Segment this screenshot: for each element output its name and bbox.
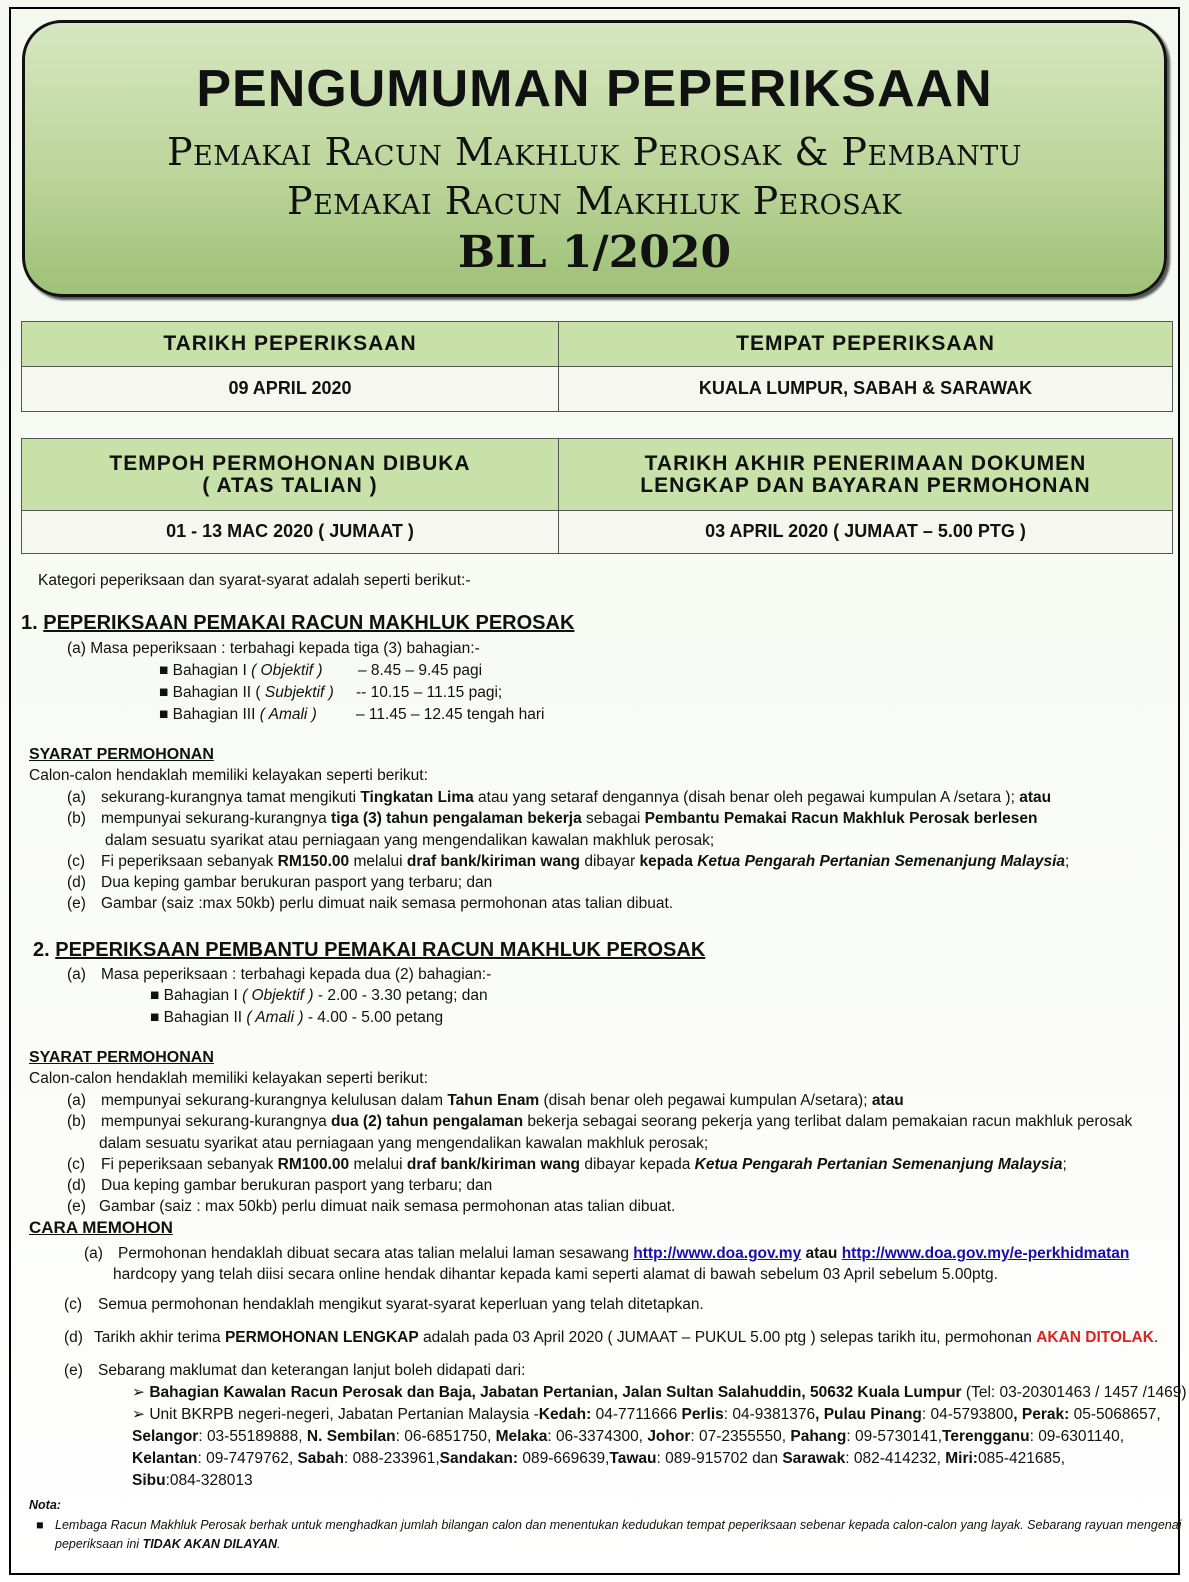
johor-label: Johor bbox=[647, 1428, 691, 1445]
s2-part-1-time: - 2.00 - 3.30 petang; dan bbox=[313, 987, 488, 1004]
perlis-phone: : 04-9381376 bbox=[723, 1406, 816, 1423]
s1-req-e-marker: (e) bbox=[67, 895, 86, 912]
s1-req-a-bold-2: atau bbox=[1019, 789, 1052, 806]
s1-part-1-label: ■ Bahagian I bbox=[159, 662, 252, 679]
apply-c-marker: (c) bbox=[64, 1296, 83, 1313]
e-perkhidmatan-link[interactable]: http://www.doa.gov.my/e-perkhidmatan bbox=[841, 1245, 1130, 1262]
note-no-appeal: TIDAK AKAN DILAYAN bbox=[142, 1537, 278, 1551]
s1-part-2-type: Subjektif ) bbox=[264, 684, 334, 701]
apply-d-text-2: adalah pada 03 April 2020 ( JUMAAT – PUKUL 5.00 ptg ) selepas tarikh itu, permohonan bbox=[418, 1329, 1037, 1346]
value-exam-venue: KUALA LUMPUR, SABAH & SARAWAK bbox=[559, 367, 1173, 412]
s2-req-b-text-2: bekerja sebagai seorang pekerja yang terlibat dalam pemakaian racun makhluk perosak bbox=[523, 1113, 1133, 1130]
how-to-apply-heading: CARA MEMOHON bbox=[29, 1218, 173, 1237]
s2-part-1-type: ( Objektif ) bbox=[242, 987, 314, 1004]
apply-a-line-2: hardcopy yang telah diisi secara online hendak dihantar kepada kami seperti alamat di bawah sebelum 03 April sebelum 5.00ptg. bbox=[113, 1266, 998, 1283]
apply-e-marker: (e) bbox=[64, 1362, 83, 1379]
s2-req-a-text-1: mempunyai sekurang-kurangnya kelulusan dalam bbox=[101, 1092, 448, 1109]
section-1-number: 1. bbox=[21, 612, 44, 634]
s1-req-a-bold-1: Tingkatan Lima bbox=[360, 789, 474, 806]
note-heading: Nota: bbox=[29, 1498, 61, 1512]
s2-req-e-marker: (e) bbox=[67, 1198, 86, 1215]
s1-req-b-bold-1: tiga (3) tahun pengalaman bekerja bbox=[331, 810, 582, 827]
s2-req-d-marker: (d) bbox=[67, 1177, 86, 1194]
s1-req-c-payee: Ketua Pengarah Pertanian Semenanjung Malaysia bbox=[692, 853, 1066, 870]
intro-text: Kategori peperiksaan dan syarat-syarat adalah seperti berikut:- bbox=[38, 572, 471, 589]
s1-req-a-text-2: atau yang setaraf dengannya (disah benar oleh pegawai kumpulan A /setara ); bbox=[473, 789, 1020, 806]
s2-part-2-time: - 4.00 - 5.00 petang bbox=[303, 1009, 444, 1026]
s1-part-3-label: ■ Bahagian III bbox=[159, 706, 260, 723]
announcement-banner bbox=[22, 20, 1167, 297]
s2-exam-time: Masa peperiksaan : terbahagi kepada dua (2) bahagian:- bbox=[101, 966, 492, 983]
s1-part-3-type: ( Amali ) bbox=[259, 706, 317, 723]
s2-req-c-text-2: melalui bbox=[349, 1156, 407, 1173]
s1-exam-time: (a) Masa peperiksaan : terbahagi kepada tiga (3) bahagian:- bbox=[67, 640, 480, 657]
s1-req-c-fee: RM150.00 bbox=[277, 853, 350, 870]
s2-req-c-method: draf bank/kiriman wang bbox=[406, 1156, 581, 1173]
apply-d-text-1: Tarikh akhir terima bbox=[94, 1329, 225, 1346]
contact-states-line-2 bbox=[132, 1426, 1124, 1448]
perak-label: , Perak: bbox=[1013, 1406, 1070, 1423]
note-line-1: Lembaga Racun Makhluk Perosak berhak untuk menghadkan jumlah bilangan calon dan menentukan kedudukan tempat peperiksaan sebenar kepada calon-calon yang layak. Sebarang rayuan mengenai bbox=[55, 1518, 1182, 1532]
perak-phone: 05-5068657, bbox=[1069, 1406, 1161, 1423]
note-line-2-end: . bbox=[277, 1537, 281, 1551]
s2-req-b-text-1: mempunyai sekurang-kurangnya bbox=[101, 1113, 332, 1130]
s1-part-1 bbox=[159, 660, 323, 682]
contact-hq-phone: (Tel: 03-20301463 / 1457 /1469) bbox=[961, 1384, 1187, 1401]
melaka-phone: : 06-3374300, bbox=[547, 1428, 648, 1445]
penang-label: , Pulau Pinang bbox=[815, 1406, 922, 1423]
s1-part-2-label: ■ Bahagian II ( bbox=[159, 684, 265, 701]
s1-req-c-text-2: melalui bbox=[349, 853, 407, 870]
s1-req-d-marker: (d) bbox=[67, 874, 86, 891]
s2-req-c-payee: Ketua Pengarah Pertanian Semenanjung Malaysia bbox=[694, 1156, 1063, 1173]
s2-req-c bbox=[101, 1154, 1067, 1176]
value-application-period: 01 - 13 MAC 2020 ( JUMAAT ) bbox=[22, 511, 559, 554]
sandakan-phone: 089-669639, bbox=[518, 1450, 610, 1467]
apply-d-period: . bbox=[1153, 1329, 1159, 1346]
s1-part-2 bbox=[159, 682, 334, 704]
note-line-2 bbox=[55, 1535, 281, 1553]
section-2-title: PEPERIKSAAN PEMBANTU PEMAKAI RACUN MAKHLUK PEROSAK bbox=[55, 939, 706, 961]
section-2-heading bbox=[33, 938, 705, 962]
negeri-sembilan-label: N. Sembilan bbox=[306, 1428, 396, 1445]
apply-a-or: atau bbox=[801, 1245, 842, 1262]
sabah-phone: : 088-233961, bbox=[343, 1450, 440, 1467]
pahang-label: Pahang bbox=[790, 1428, 847, 1445]
s2-candidates-intro: Calon-calon hendaklah memiliki kelayakan seperti berikut: bbox=[29, 1070, 428, 1087]
exam-info-table bbox=[21, 321, 1173, 412]
banner-subtitle-2: Pemakai Racun Makhluk Perosak bbox=[287, 179, 902, 223]
s1-req-c-text-1: Fi peperiksaan sebanyak bbox=[101, 853, 278, 870]
s2-part-2 bbox=[150, 1007, 443, 1029]
s2-requirements-heading: SYARAT PERMOHONAN bbox=[29, 1049, 214, 1066]
sarawak-label: Sarawak bbox=[782, 1450, 846, 1467]
contact-hq-address: Bahagian Kawalan Racun Perosak dan Baja, Jabatan Pertanian, Jalan Sultan Salahuddin, 50632 Kuala Lumpur bbox=[149, 1384, 962, 1401]
negeri-sembilan-phone: : 06-6851750, bbox=[395, 1428, 496, 1445]
header-exam-venue: TEMPAT PEPERIKSAAN bbox=[559, 322, 1173, 367]
s2-req-d: Dua keping gambar berukuran pasport yang terbaru; dan bbox=[101, 1177, 493, 1194]
s2-req-b-line-2: dalam sesuatu syarikat atau perniagaan yang mengendalikan kawalan makhluk perosak; bbox=[99, 1135, 709, 1152]
perlis-label: Perlis bbox=[681, 1406, 724, 1423]
contact-hq bbox=[132, 1382, 1187, 1404]
s1-req-c-end: ; bbox=[1065, 853, 1070, 870]
header-application-period bbox=[22, 439, 559, 511]
s1-req-c-bold-3: kepada bbox=[639, 853, 693, 870]
s2-req-b-marker: (b) bbox=[67, 1113, 86, 1130]
s2-req-c-marker: (c) bbox=[67, 1156, 86, 1173]
kelantan-label: Kelantan bbox=[132, 1450, 198, 1467]
apply-a-text-1: Permohonan hendaklah dibuat secara atas talian melalui laman sesawang bbox=[118, 1245, 634, 1262]
s2-req-a-text-2: (disah benar oleh pegawai kumpulan A/setara); bbox=[539, 1092, 872, 1109]
doa-website-link[interactable]: http://www.doa.gov.my bbox=[633, 1245, 802, 1262]
miri-label: Miri: bbox=[945, 1450, 978, 1467]
s1-req-a bbox=[101, 787, 1051, 809]
s2-req-a-bold-1: Tahun Enam bbox=[447, 1092, 540, 1109]
s1-req-b-text-1: mempunyai sekurang-kurangnya bbox=[101, 810, 332, 827]
banner-title: PENGUMUMAN PEPERIKSAAN bbox=[196, 60, 993, 118]
johor-phone: : 07-2355550, bbox=[690, 1428, 791, 1445]
s1-req-d: Dua keping gambar berukuran pasport yang terbaru; dan bbox=[101, 874, 493, 891]
s1-req-b-text-2: sebagai bbox=[581, 810, 645, 827]
terengganu-phone: : 09-6301140, bbox=[1029, 1428, 1125, 1445]
s1-req-b-bold-2: Pembantu Pemakai Racun Makhluk Perosak berlesen bbox=[644, 810, 1038, 827]
s1-part-3-time: – 11.45 – 12.45 tengah hari bbox=[356, 706, 545, 723]
s1-req-b bbox=[101, 808, 1037, 830]
s2-req-e: Gambar (saiz : max 50kb) perlu dimuat naik semasa permohonan atas talian dibuat. bbox=[99, 1198, 676, 1215]
selangor-phone: : 03-55189888, bbox=[198, 1428, 307, 1445]
note-bullet-icon: ■ bbox=[36, 1518, 44, 1532]
contact-states-line-3 bbox=[132, 1448, 1065, 1470]
kedah-phone: 04-7711666 bbox=[591, 1406, 682, 1423]
kelantan-phone: : 09-7479762, bbox=[197, 1450, 298, 1467]
apply-a-marker: (a) bbox=[84, 1245, 103, 1262]
note-line-2-text: peperiksaan ini bbox=[55, 1537, 143, 1551]
sibu-label: Sibu bbox=[132, 1472, 166, 1489]
s2-req-b bbox=[101, 1111, 1132, 1133]
s2-req-c-text-1: Fi peperiksaan sebanyak bbox=[101, 1156, 278, 1173]
contact-states-line-1 bbox=[132, 1404, 1161, 1426]
s1-req-a-marker: (a) bbox=[67, 789, 86, 806]
s2-req-a-marker: (a) bbox=[67, 1092, 86, 1109]
apply-d-marker: (d) bbox=[64, 1329, 83, 1346]
s1-req-b-marker: (b) bbox=[67, 810, 86, 827]
s1-part-2-time: -- 10.15 – 11.15 pagi; bbox=[356, 684, 503, 701]
s2-req-c-end: ; bbox=[1062, 1156, 1067, 1173]
miri-phone: 085-421685, bbox=[977, 1450, 1066, 1467]
header-document-deadline-line2: LENGKAP DAN BAYARAN PERMOHONAN bbox=[640, 473, 1091, 497]
selangor-label: Selangor bbox=[132, 1428, 199, 1445]
s2-part-1-label: ■ Bahagian I bbox=[150, 987, 243, 1004]
s2-req-c-fee: RM100.00 bbox=[277, 1156, 350, 1173]
header-document-deadline-line1: TARIKH AKHIR PENERIMAAN DOKUMEN bbox=[644, 452, 1087, 475]
s2-part-2-label: ■ Bahagian II bbox=[150, 1009, 247, 1026]
apply-d bbox=[94, 1327, 1158, 1349]
contact-states-intro: Unit BKRPB negeri-negeri, Jabatan Pertanian Malaysia - bbox=[149, 1406, 539, 1423]
value-exam-date: 09 APRIL 2020 bbox=[22, 367, 559, 412]
s1-candidates-intro: Calon-calon hendaklah memiliki kelayakan seperti berikut: bbox=[29, 767, 428, 784]
arrow-icon: ➢ bbox=[132, 1384, 145, 1401]
s2-req-a-bold-2: atau bbox=[871, 1092, 904, 1109]
apply-d-bold: PERMOHONAN LENGKAP bbox=[224, 1329, 419, 1346]
apply-a bbox=[118, 1243, 1129, 1265]
s1-part-1-type: ( Objektif ) bbox=[251, 662, 323, 679]
application-info-table bbox=[21, 438, 1173, 554]
apply-c: Semua permohonan hendaklah mengikut syarat-syarat keperluan yang telah ditetapkan. bbox=[98, 1296, 704, 1313]
kedah-label: Kedah: bbox=[538, 1406, 592, 1423]
s2-req-c-text-3: dibayar kepada bbox=[580, 1156, 695, 1173]
rejection-warning: AKAN DITOLAK bbox=[1036, 1329, 1154, 1346]
section-1-heading bbox=[21, 611, 574, 635]
s2-part-2-type: ( Amali ) bbox=[246, 1009, 304, 1026]
s1-req-c-text-3: dibayar bbox=[580, 853, 640, 870]
header-exam-date: TARIKH PEPERIKSAAN bbox=[22, 322, 559, 367]
section-2-number: 2. bbox=[33, 939, 56, 961]
tawau-phone: : 089-915702 dan bbox=[656, 1450, 783, 1467]
sandakan-label: Sandakan: bbox=[439, 1450, 519, 1467]
value-document-deadline: 03 APRIL 2020 ( JUMAAT – 5.00 PTG ) bbox=[559, 511, 1173, 554]
s2-exam-time-marker: (a) bbox=[67, 966, 86, 983]
s1-req-b-line-2: dalam sesuatu syarikat atau perniagaan yang mengendalikan kawalan makhluk perosak; bbox=[105, 832, 715, 849]
s1-req-c-marker: (c) bbox=[67, 853, 86, 870]
sabah-label: Sabah bbox=[297, 1450, 344, 1467]
arrow-icon: ➢ bbox=[132, 1406, 145, 1423]
s2-part-1 bbox=[150, 985, 488, 1007]
banner-bil: BIL 1/2020 bbox=[457, 227, 732, 278]
apply-e: Sebarang maklumat dan keterangan lanjut boleh didapati dari: bbox=[98, 1362, 526, 1379]
header-document-deadline bbox=[559, 439, 1173, 511]
s1-requirements-heading: SYARAT PERMOHONAN bbox=[29, 746, 214, 763]
s1-part-1-time: – 8.45 – 9.45 pagi bbox=[358, 662, 483, 679]
tawau-label: Tawau bbox=[609, 1450, 657, 1467]
s2-req-b-bold-1: dua (2) tahun pengalaman bbox=[331, 1113, 524, 1130]
s1-part-3 bbox=[159, 704, 317, 726]
s1-req-a-text-1: sekurang-kurangnya tamat mengikuti bbox=[101, 789, 361, 806]
header-application-period-line2: ( ATAS TALIAN ) bbox=[202, 473, 378, 497]
s1-req-e: Gambar (saiz :max 50kb) perlu dimuat naik semasa permohonan atas talian dibuat. bbox=[101, 895, 674, 912]
melaka-label: Melaka bbox=[495, 1428, 548, 1445]
header-application-period-line1: TEMPOH PERMOHONAN DIBUKA bbox=[109, 452, 471, 475]
section-1-title: PEPERIKSAAN PEMAKAI RACUN MAKHLUK PEROSAK bbox=[43, 612, 575, 634]
terengganu-label: Terengganu bbox=[942, 1428, 1030, 1445]
s1-req-c-method: draf bank/kiriman wang bbox=[406, 853, 581, 870]
contact-states-line-4 bbox=[132, 1470, 253, 1492]
banner-subtitle-1: Pemakai Racun Makhluk Perosak & Pembantu bbox=[166, 130, 1023, 174]
sarawak-phone: : 082-414232, bbox=[845, 1450, 946, 1467]
s1-req-c bbox=[101, 851, 1069, 873]
s2-req-a bbox=[101, 1090, 904, 1112]
sibu-phone: :084-328013 bbox=[165, 1472, 253, 1489]
pahang-phone: : 09-5730141, bbox=[846, 1428, 943, 1445]
penang-phone: : 04-5793800 bbox=[921, 1406, 1014, 1423]
